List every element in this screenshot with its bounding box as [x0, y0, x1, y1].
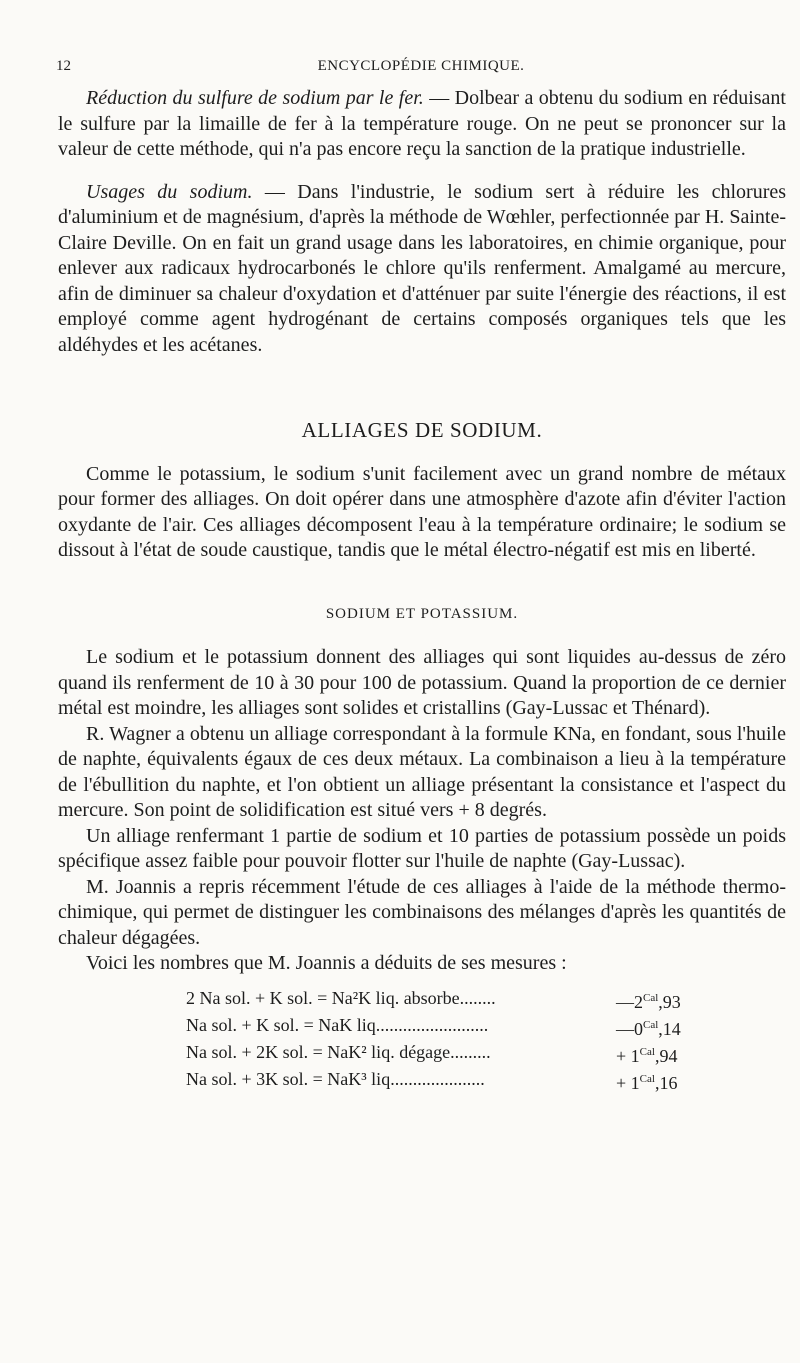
subsection-title-sodium-potassium: SODIUM ET POTASSIUM.	[325, 605, 519, 622]
paragraph-sp-1: Le sodium et le potassium donnent des alliages qui sont liquides au-dessus de zéro quand ils renferment de 10 à 30 pour 100 de potassium. Quand la proportion de ce dernier métal est moindre, les alliages sont solides et cristallins (Gay-Lussac et Thénard).	[58, 646, 786, 719]
page-header	[56, 58, 786, 80]
heading-usages: Usages du sodium.	[86, 180, 253, 203]
text-reduction: — Dolbear a obtenu du sodium en réduisant le sulfure par la limaille de fer à la température rouge. On ne peut se prononcer sur la valeur de cette méthode, qui n'a pas encore reçu la sanction de la pratique industrielle.	[58, 87, 786, 160]
section-title-alliages: ALLIAGES DE SODIUM.	[301, 418, 543, 442]
heat-value: $—0^{Cal},14$	[616, 1018, 681, 1039]
heat-value: + $1^{Cal},94$	[616, 1045, 678, 1066]
heat-value: $—2^{Cal},93$	[616, 991, 681, 1012]
table-row	[186, 1041, 786, 1068]
heading-reduction: Réduction du sulfure de sodium par le fer.	[86, 87, 424, 109]
paragraph-reduction	[58, 86, 786, 163]
paragraph-sp-2: R. Wagner a obtenu un alliage correspondant à la formule KNa, en fondant, sous l'huile de naphte, équivalents égaux de ces deux métaux. La combinaison a lieu à la température de l'ébullition du naphte, et l'on obtient un alliage présentant la consistance et l'aspect du mercure. Son point de solidification est situé vers + 8 degrés.	[58, 722, 786, 821]
paragraph-sp-4: M. Joannis a repris récemment l'étude de ces alliages à l'aide de la méthode thermo-chimique, qui permet de distinguer les combinaisons des mélanges d'après les quantités de chaleur dégagées.	[58, 875, 786, 949]
table-row	[186, 1014, 786, 1041]
page-body	[58, 86, 786, 1095]
heat-value: + $1^{Cal},16$	[616, 1072, 678, 1093]
equation: Na sol. + 2K sol. = NaK² liq. dégage.........	[186, 1041, 491, 1062]
paragraph-sp-5: Voici les nombres que M. Joannis a déduits de ses mesures :	[86, 952, 567, 974]
running-title: ENCYCLOPÉDIE CHIMIQUE.	[317, 58, 525, 74]
text-usages: — Dans l'industrie, le sodium sert à réduire les chlorures d'aluminium et de magnésium, d'après la méthode de Wœhler, perfectionnée par H. Sainte-Claire Deville. On en fait un grand usage dans les laboratoires, en chimie organique, pour enlever aux radicaux hydrocarbonés le chlore qu'ils renferment. Amalgamé au mercure, afin de diminuer sa chaleur d'oxydation et d'atténuer par suite l'énergie des réactions, il est employé comme agent hydrogénant de certains composés organiques tels que les aldéhydes et les acétanes.	[58, 180, 787, 356]
thermo-table	[186, 987, 786, 1095]
table-row	[186, 1068, 786, 1095]
paragraph-sp-3: Un alliage renfermant 1 partie de sodium et 10 parties de potassium possède un poids spécifique assez faible pour pouvoir flotter sur l'huile de naphte (Gay-Lussac).	[58, 824, 786, 872]
equation: Na sol. + K sol. = NaK liq.........................	[186, 1014, 489, 1035]
equation: 2 Na sol. + K sol. = Na²K liq. absorbe........	[186, 987, 496, 1008]
paragraph-usages	[58, 180, 786, 359]
equation: Na sol. + 3K sol. = NaK³ liq.....................	[186, 1068, 485, 1089]
paragraph-alliages: Comme le potassium, le sodium s'unit facilement avec un grand nombre de métaux pour former des alliages. On doit opérer dans une atmosphère d'azote afin d'éviter l'action oxydante de l'air. Ces alliages décomposent l'eau à la température ordinaire; le sodium se dissout à l'état de soude caustique, tandis que le métal électro-négatif est mis en liberté.	[58, 462, 786, 561]
page-number: 12	[56, 58, 71, 74]
table-row	[186, 987, 786, 1014]
